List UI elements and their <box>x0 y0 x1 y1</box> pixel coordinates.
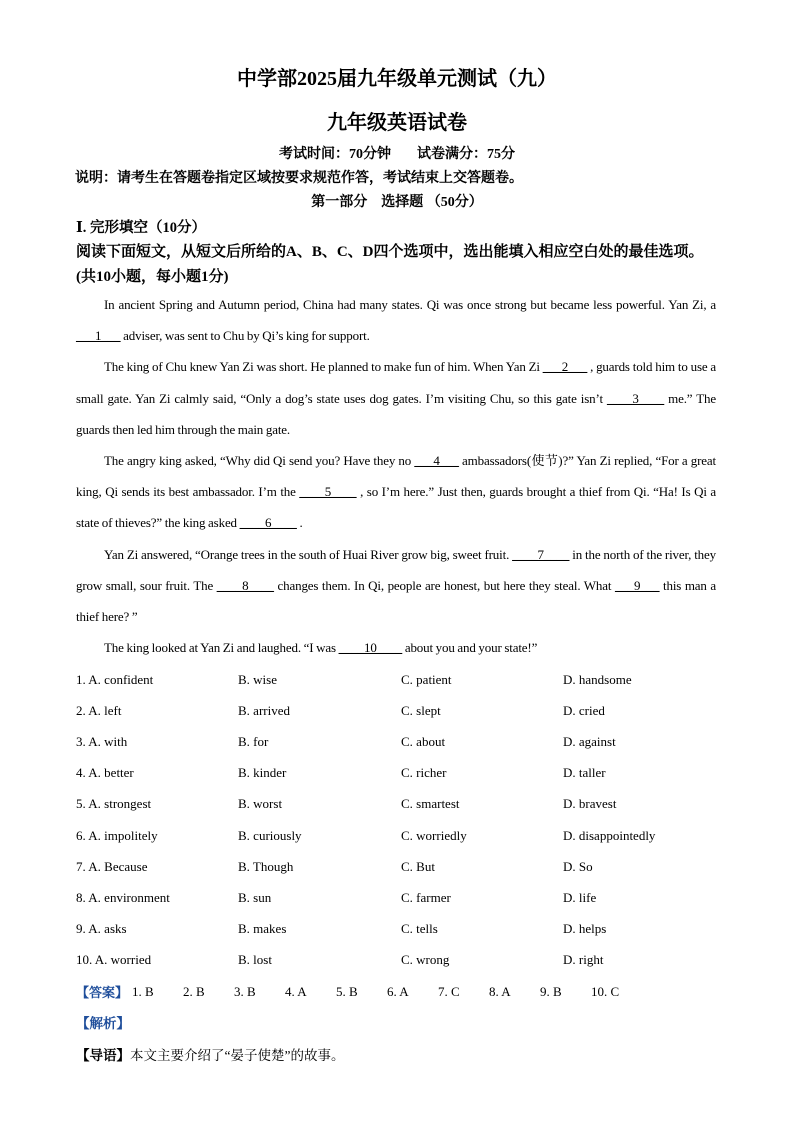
passage-text: Yan Zi answered, “Orange trees in the south of Huai River grow big, sweet fruit. <box>104 546 513 562</box>
exam-title: 中学部2025届九年级单元测试（九） <box>237 68 557 90</box>
passage-text: about you and your state!” <box>402 640 538 656</box>
guide-line <box>76 1044 344 1064</box>
option-row <box>76 914 736 945</box>
option-d: D. life <box>563 889 597 905</box>
option-c: C. wrong <box>401 952 450 968</box>
option-b: B. makes <box>238 921 287 937</box>
answer-label: 【答案】 <box>76 985 129 1000</box>
option-row <box>76 695 736 726</box>
passage-text: . <box>296 515 303 531</box>
option-a: 1. A. confident <box>76 671 154 687</box>
passage-paragraph <box>76 351 716 445</box>
passage-paragraph <box>76 289 716 351</box>
answer-item: 7. C <box>438 983 460 999</box>
option-b: B. kinder <box>238 765 287 781</box>
option-row <box>76 882 736 913</box>
passage-text: In ancient Spring and Autumn period, China had many states. Qi was once strong but became less powerful. Yan Zi, a <box>104 297 716 312</box>
answer-item: 5. B <box>336 983 358 999</box>
blank-5: ____5____ <box>299 484 357 500</box>
option-d: D. helps <box>563 921 607 937</box>
option-b: B. arrived <box>238 702 290 718</box>
option-d: D. cried <box>563 702 605 718</box>
blank-2: ___2___ <box>542 359 588 375</box>
guide-label: 【导语】 <box>76 1048 130 1063</box>
passage-text: The angry king asked, “Why did Qi send you? Have they no <box>104 453 415 469</box>
blank-10: ____10____ <box>338 640 403 656</box>
answer-item: 2. B <box>183 983 205 999</box>
option-d: D. bravest <box>563 796 617 812</box>
blank-9: ___9___ <box>614 577 660 593</box>
answer-item: 10. C <box>591 983 620 999</box>
option-b: B. Though <box>238 858 294 874</box>
exam-note: 说明：请考生在答题卷指定区域按要求规范作答，考试结束上交答题卷。 <box>75 171 523 186</box>
passage-paragraph <box>76 539 716 633</box>
blank-1: ___1___ <box>76 328 121 344</box>
passage-text: The king looked at Yan Zi and laughed. “I was <box>104 640 339 656</box>
option-row <box>76 758 736 789</box>
option-a: 6. A. impolitely <box>76 827 158 843</box>
option-b: B. for <box>238 733 269 749</box>
option-a: 4. A. better <box>76 765 134 781</box>
option-c: C. richer <box>401 765 447 781</box>
option-a: 2. A. left <box>76 702 122 718</box>
option-row <box>76 664 736 695</box>
option-a: 7. A. Because <box>76 858 148 874</box>
option-d: D. disappointedly <box>563 827 656 843</box>
passage-text: changes them. In Qi, people are honest, but here they steal. What <box>273 577 615 593</box>
option-b: B. lost <box>238 952 272 968</box>
blank-4: ___4___ <box>414 453 459 469</box>
option-c: C. patient <box>401 671 452 687</box>
passage-text: adviser, was sent to Chu by Qi’s king for support. <box>120 328 370 344</box>
blank-3: ____3____ <box>606 390 665 406</box>
option-a: 10. A. worried <box>76 952 152 968</box>
option-d: D. against <box>563 733 616 749</box>
answer-item: 4. A <box>285 983 307 999</box>
exam-subtitle: 九年级英语试卷 <box>327 112 467 134</box>
option-a: 5. A. strongest <box>76 796 152 812</box>
full-score: 试卷满分：75分 <box>417 147 515 162</box>
exam-info <box>0 143 794 163</box>
option-a: 8. A. environment <box>76 889 170 905</box>
option-c: C. slept <box>401 702 441 718</box>
option-c: C. But <box>401 858 435 874</box>
answer-item: 8. A <box>489 983 511 999</box>
option-row <box>76 945 736 976</box>
blank-7: ____7____ <box>512 546 570 562</box>
passage-paragraph <box>76 445 716 539</box>
option-c: C. farmer <box>401 889 451 905</box>
option-d: D. handsome <box>563 671 632 687</box>
analysis-label: 【解析】 <box>76 1016 130 1031</box>
option-c: C. tells <box>401 921 438 937</box>
answer-item: 1. B <box>132 983 154 999</box>
answer-key <box>76 976 642 1007</box>
option-c: C. worriedly <box>401 827 467 843</box>
guide-text: 本文主要介绍了“晏子使楚”的故事。 <box>130 1048 345 1063</box>
options-list <box>76 664 736 976</box>
option-row <box>76 851 736 882</box>
answer-item: 6. A <box>387 983 409 999</box>
option-row <box>76 789 736 820</box>
part-heading: 第一部分 选择题 （50分） <box>311 195 483 210</box>
option-b: B. sun <box>238 889 272 905</box>
cloze-passage <box>76 289 716 663</box>
passage-text: me.” The guards then led him through the main gate. <box>76 390 716 437</box>
option-d: D. taller <box>563 765 606 781</box>
passage-paragraph <box>76 632 716 663</box>
passage-text: , so I’m here.” Just then, guards brought a thief from Qi. “Ha! Is Qi a state of thieves?” the king asked <box>76 484 716 531</box>
option-row <box>76 726 736 757</box>
option-a: 3. A. with <box>76 733 128 749</box>
passage-text: The king of Chu knew Yan Zi was short. He planned to make fun of him. When Yan Zi <box>104 359 543 375</box>
option-c: C. smartest <box>401 796 460 812</box>
exam-time: 考试时间：70分钟 <box>279 147 391 162</box>
passage-text: in the north of the river, they grow small, sour fruit. The <box>76 546 716 593</box>
option-d: D. right <box>563 952 604 968</box>
option-d: D. So <box>563 858 593 874</box>
passage-text: , guards told him to use a small gate. Yan Zi calmly said, “Only a dog’s state uses dog gates. I’m visiting Chu, so this gate isn’t <box>76 359 716 406</box>
option-c: C. about <box>401 733 446 749</box>
blank-6: ____6____ <box>239 515 297 531</box>
option-b: B. curiously <box>238 827 302 843</box>
answer-item: 9. B <box>540 983 562 999</box>
passage-text: this man a thief here? ” <box>76 577 716 625</box>
section-instruction: 阅读下面短文，从短文后所给的A、B、C、D四个选项中，选出能填入相应空白处的最佳选项。(共10小题，每小题1分) <box>76 244 704 285</box>
section-heading: Ⅰ. 完形填空（10分） <box>76 220 207 236</box>
option-b: B. wise <box>238 671 277 687</box>
passage-text: ambassadors(使节)?” Yan Zi replied, “For a great king, Qi sends its best ambassador. I’m the <box>76 453 716 500</box>
option-a: 9. A. asks <box>76 921 127 937</box>
blank-8: ____8____ <box>216 577 274 593</box>
option-row <box>76 820 736 851</box>
option-b: B. worst <box>238 796 283 812</box>
answer-item: 3. B <box>234 983 256 999</box>
